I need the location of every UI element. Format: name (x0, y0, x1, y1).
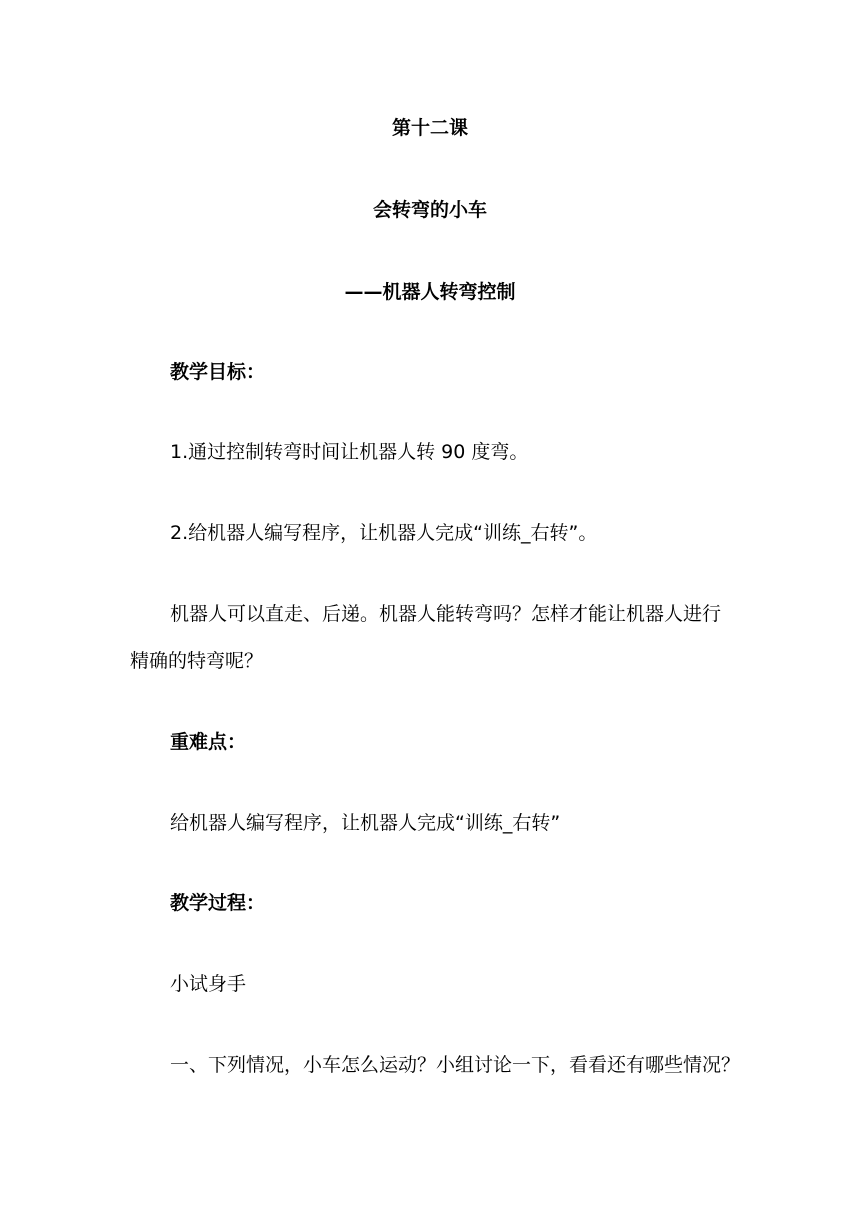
question-1: 一、下列情况，小车怎么运动？小组讨论一下，看看还有哪些情况？ (170, 1054, 741, 1076)
lesson-subtitle: ——机器人转弯控制 (344, 281, 516, 303)
intro-paragraph-line-1: 机器人可以直走、后递。机器人能转弯吗？怎样才能让机器人进行 (170, 603, 722, 625)
key-points-heading: 重难点： (170, 731, 247, 753)
lesson-number: 第十二课 (391, 117, 468, 139)
process-heading: 教学过程： (170, 892, 266, 914)
intro-paragraph-line-2: 精确的特弯呢？ (130, 650, 264, 672)
section-title: 小试身手 (170, 973, 247, 995)
lesson-title: 会转弯的小车 (372, 199, 487, 221)
objective-item-2: 2.给机器人编写程序，让机器人完成“训练_右转”。 (170, 522, 598, 544)
objective-item-1: 1.通过控制转弯时间让机器人转 90 度弯。 (170, 441, 529, 463)
key-points-text: 给机器人编写程序，让机器人完成“训练_右转” (170, 812, 561, 834)
objectives-heading: 教学目标： (170, 361, 266, 383)
